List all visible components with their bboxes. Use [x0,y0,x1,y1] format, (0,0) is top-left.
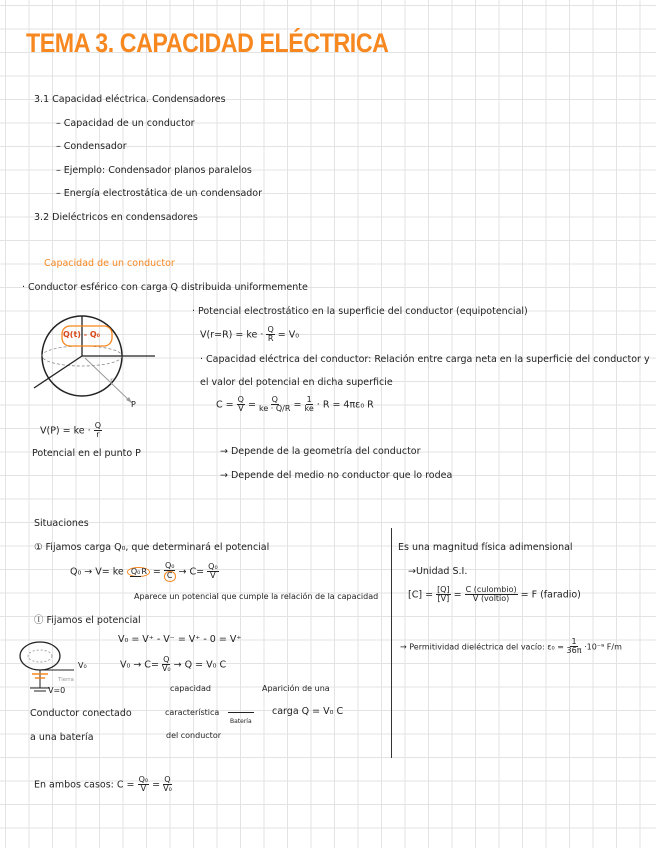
potential-difference: V₀ = V⁺ - V⁻ = V⁺ - 0 = V⁺ [118,634,242,645]
toc-item-1: – Capacidad de un conductor [56,118,195,129]
conductor-connected-2: a una batería [30,732,94,743]
page-title: TEMA 3. CAPACIDAD ELÉCTRICA [26,28,389,58]
apparition-1: Aparición de una [262,684,330,693]
unit-equation: [C] = $\frac{[Q]}{[V]}$ = $\frac{\text{C (culombio)}}{\text{V (voltio)}}$ = F (faradio) [408,585,581,604]
toc-section-3-1: 3.1 Capacidad eléctrica. Condensadores [34,94,226,105]
potential-label: · Potencial electrostático en la superficie del conductor (equipotencial) [192,306,528,317]
magnitude-note: Es una magnitud física adimensional [398,542,573,553]
battery-arrow-label: Batería [230,718,252,725]
situation-1: ① Fijamos carga Q₀, que determinará el potencial [34,542,270,553]
sphere-diagram [30,308,170,418]
bullet-conductor: · Conductor esférico con carga Q distribuida uniformemente [22,282,308,293]
situation-1-note: Aparece un potencial que cumple la relación de la capacidad [134,592,379,601]
capacity-char-2: característica [165,708,220,717]
situation-1-equation: Q₀ → V= ke Q₀R = $\frac{\text{Q₀}}{C}$ → C= $\frac{\text{Q₀}}{V}$ [70,561,218,581]
apparition-2: carga Q = V₀ C [272,706,344,717]
unit-si-label: →Unidad S.I. [408,566,468,577]
situations-heading: Situaciones [34,518,89,529]
v-zero-label: V=0 [48,686,66,695]
permittivity-equation: → Permitividad dieléctrica del vacío: ε₀ = $\frac{1}{36\pi}$ ·10⁻⁹ F/m [400,637,622,656]
ground-label: Tierra [58,677,74,683]
battery-arrow [228,712,254,713]
v0-label: V₀ [78,661,87,670]
column-divider [391,528,392,758]
situation-2: Ⓘ Fijamos el potencial [34,615,141,626]
equation-v-p: V(P) = ke · $\frac{Q}{r}$ [40,421,102,440]
depends-medium: → Depende del medio no conductor que lo rodea [220,470,453,481]
toc-section-3-2: 3.2 Dieléctricos en condensadores [34,212,198,223]
point-p-label: P [131,400,136,409]
toc-item-3: – Ejemplo: Condensador planos paralelos [56,165,252,176]
section-heading: Capacidad de un conductor [44,258,175,269]
potential-point-caption: Potencial en el punto P [32,448,141,459]
situation-2-equation: V₀ → C= $\frac{Q}{\text{V₀}}$ → Q = V₀ C [120,655,227,674]
both-cases-equation: En ambos casos: C = $\frac{\text{Q₀}}{V}$ = $\frac{Q}{\text{V₀}}$ [34,775,172,794]
toc-item-2: – Condensador [56,141,127,152]
equation-v-r: V(r=R) = ke · $\frac{Q}{R}$ = V₀ [200,325,300,344]
equation-capacity: C = $\frac{Q}{V}$ = $\frac{Q}{ke \cdot Q/R}$ = $\frac{1}{ke}$ · R = 4πε₀ R [216,395,374,414]
toc-item-4: – Energía electrostática de un condensador [56,188,263,199]
conductor-connected-1: Conductor conectado [30,708,132,719]
capacity-char-1: capacidad [170,684,211,693]
capacity-char-3: del conductor [166,731,221,740]
radius-label: r [110,376,114,385]
capacity-definition-2: el valor del potencial en dicha superficie [200,377,393,388]
capacity-definition-1: · Capacidad eléctrica del conductor: Relación entre carga neta en la superficie del conductor y [200,354,650,365]
sphere-charge-label: Q(t) - Q₀ [63,330,101,339]
depends-geometry: → Depende de la geometría del conductor [220,446,421,457]
